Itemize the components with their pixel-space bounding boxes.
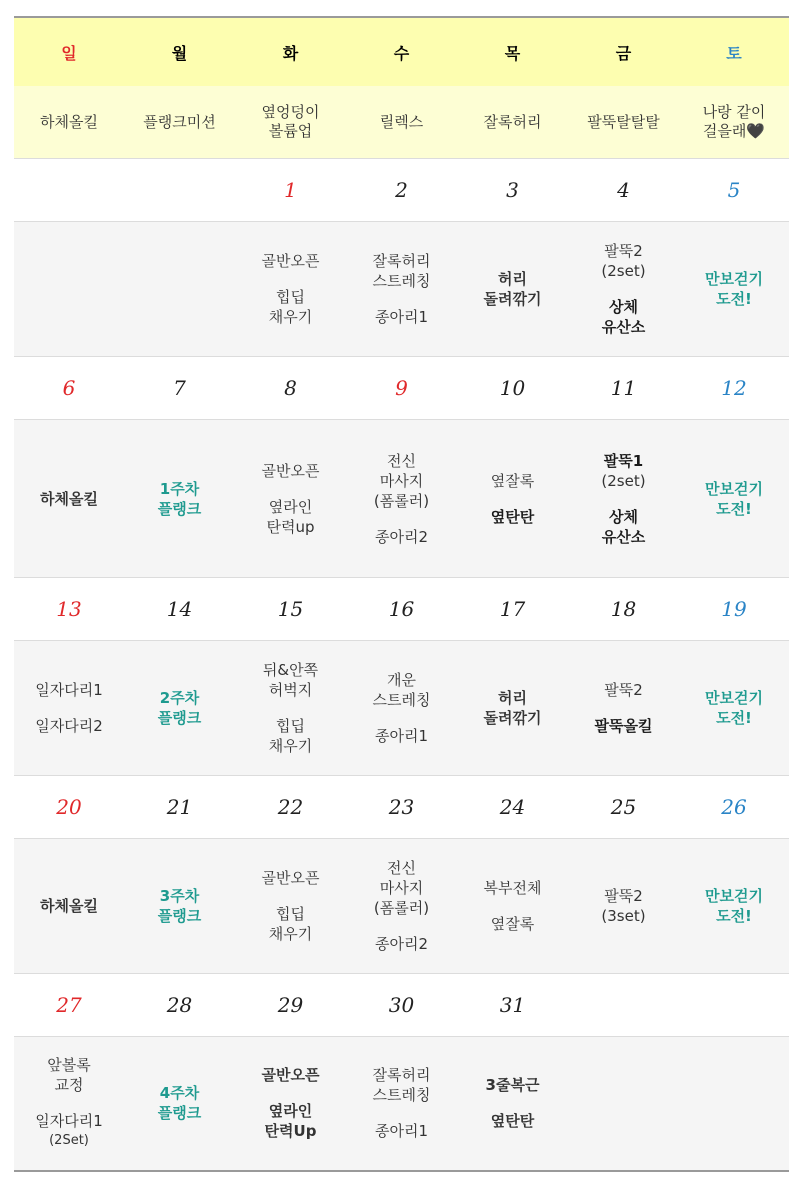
date-cell: 24 [457, 776, 568, 839]
date-cell: 27 [14, 974, 124, 1037]
calendar-table [14, 16, 789, 1172]
date-cell: 25 [568, 776, 679, 839]
activity-fri: 팔뚝2 (3set) [568, 839, 679, 974]
date-cell: 29 [235, 974, 346, 1037]
week-5-activities [14, 1037, 789, 1171]
date-cell: 10 [457, 357, 568, 420]
activity-thu: 옆잘록 옆탄탄 [457, 420, 568, 578]
week-1-dates [14, 159, 789, 222]
activity-sun [14, 222, 124, 357]
date-cell [568, 974, 679, 1037]
date-cell: 18 [568, 578, 679, 641]
date-cell: 4 [568, 159, 679, 222]
activity-tue: 골반오픈 힙딥 채우기 [235, 222, 346, 357]
weekday-mon: 월 [124, 17, 235, 86]
date-cell [14, 159, 124, 222]
week-1-activities [14, 222, 789, 357]
activity-sat: 만보걷기 도전! [679, 839, 789, 974]
theme-mon: 플랭크미션 [124, 86, 235, 159]
date-cell: 15 [235, 578, 346, 641]
weekday-fri: 금 [568, 17, 679, 86]
theme-row [14, 86, 789, 159]
date-cell: 12 [679, 357, 789, 420]
date-cell: 30 [346, 974, 457, 1037]
weekday-sat: 토 [679, 17, 789, 86]
activity-fri: 팔뚝2 팔뚝올킬 [568, 641, 679, 776]
week-2-activities [14, 420, 789, 578]
weekday-header-row [14, 17, 789, 86]
date-cell [679, 974, 789, 1037]
activity-wed: 전신 마사지 (폼롤러) 종아리2 [346, 420, 457, 578]
week-3-dates [14, 578, 789, 641]
activity-sat [679, 1037, 789, 1171]
date-cell: 11 [568, 357, 679, 420]
activity-wed: 개운 스트레칭 종아리1 [346, 641, 457, 776]
theme-sun: 하체올킬 [14, 86, 124, 159]
activity-tue: 골반오픈 힙딥 채우기 [235, 839, 346, 974]
theme-tue: 옆엉덩이 볼륨업 [235, 86, 346, 159]
activity-thu: 허리 돌려깎기 [457, 222, 568, 357]
activity-wed: 전신 마사지 (폼롤러) 종아리2 [346, 839, 457, 974]
activity-wed: 잘록허리 스트레칭 종아리1 [346, 222, 457, 357]
date-cell: 21 [124, 776, 235, 839]
activity-sat: 만보걷기 도전! [679, 420, 789, 578]
weekday-thu: 목 [457, 17, 568, 86]
theme-fri: 팔뚝탈탈탈 [568, 86, 679, 159]
activity-sun: 앞볼록 교정 일자다리1 (2Set) [14, 1037, 124, 1171]
week-2-dates [14, 357, 789, 420]
activity-tue: 뒤&안쪽 허벅지 힙딥 채우기 [235, 641, 346, 776]
activity-sat: 만보걷기 도전! [679, 222, 789, 357]
activity-mon: 3주차 플랭크 [124, 839, 235, 974]
theme-sat: 나랑 같이 걸을래🖤 [679, 86, 789, 159]
date-cell: 7 [124, 357, 235, 420]
activity-fri [568, 1037, 679, 1171]
week-5-dates [14, 974, 789, 1037]
activity-tue: 골반오픈 옆라인 탄력Up [235, 1037, 346, 1171]
activity-fri: 팔뚝2 (2set) 상체 유산소 [568, 222, 679, 357]
activity-mon: 2주차 플랭크 [124, 641, 235, 776]
date-cell: 6 [14, 357, 124, 420]
week-3-activities [14, 641, 789, 776]
activity-wed: 잘록허리 스트레칭 종아리1 [346, 1037, 457, 1171]
date-cell: 3 [457, 159, 568, 222]
date-cell: 31 [457, 974, 568, 1037]
date-cell: 17 [457, 578, 568, 641]
date-cell: 1 [235, 159, 346, 222]
activity-sun: 하체올킬 [14, 839, 124, 974]
weekday-sun: 일 [14, 17, 124, 86]
activity-sun: 하체올킬 [14, 420, 124, 578]
date-cell: 13 [14, 578, 124, 641]
activity-thu: 복부전체 옆잘록 [457, 839, 568, 974]
activity-thu: 3줄복근 옆탄탄 [457, 1037, 568, 1171]
monthly-workout-calendar [14, 16, 789, 1172]
weekday-tue: 화 [235, 17, 346, 86]
activity-tue: 골반오픈 옆라인 탄력up [235, 420, 346, 578]
week-4-dates [14, 776, 789, 839]
date-cell [124, 159, 235, 222]
activity-sat: 만보걷기 도전! [679, 641, 789, 776]
theme-thu: 잘록허리 [457, 86, 568, 159]
date-cell: 14 [124, 578, 235, 641]
date-cell: 16 [346, 578, 457, 641]
activity-mon: 1주차 플랭크 [124, 420, 235, 578]
activity-thu: 허리 돌려깎기 [457, 641, 568, 776]
weekday-wed: 수 [346, 17, 457, 86]
date-cell: 19 [679, 578, 789, 641]
date-cell: 8 [235, 357, 346, 420]
activity-mon [124, 222, 235, 357]
activity-fri: 팔뚝1 (2set) 상체 유산소 [568, 420, 679, 578]
activity-sun: 일자다리1 일자다리2 [14, 641, 124, 776]
date-cell: 22 [235, 776, 346, 839]
date-cell: 20 [14, 776, 124, 839]
date-cell: 26 [679, 776, 789, 839]
date-cell: 5 [679, 159, 789, 222]
date-cell: 2 [346, 159, 457, 222]
theme-wed: 릴렉스 [346, 86, 457, 159]
activity-mon: 4주차 플랭크 [124, 1037, 235, 1171]
week-4-activities [14, 839, 789, 974]
date-cell: 28 [124, 974, 235, 1037]
date-cell: 23 [346, 776, 457, 839]
date-cell: 9 [346, 357, 457, 420]
